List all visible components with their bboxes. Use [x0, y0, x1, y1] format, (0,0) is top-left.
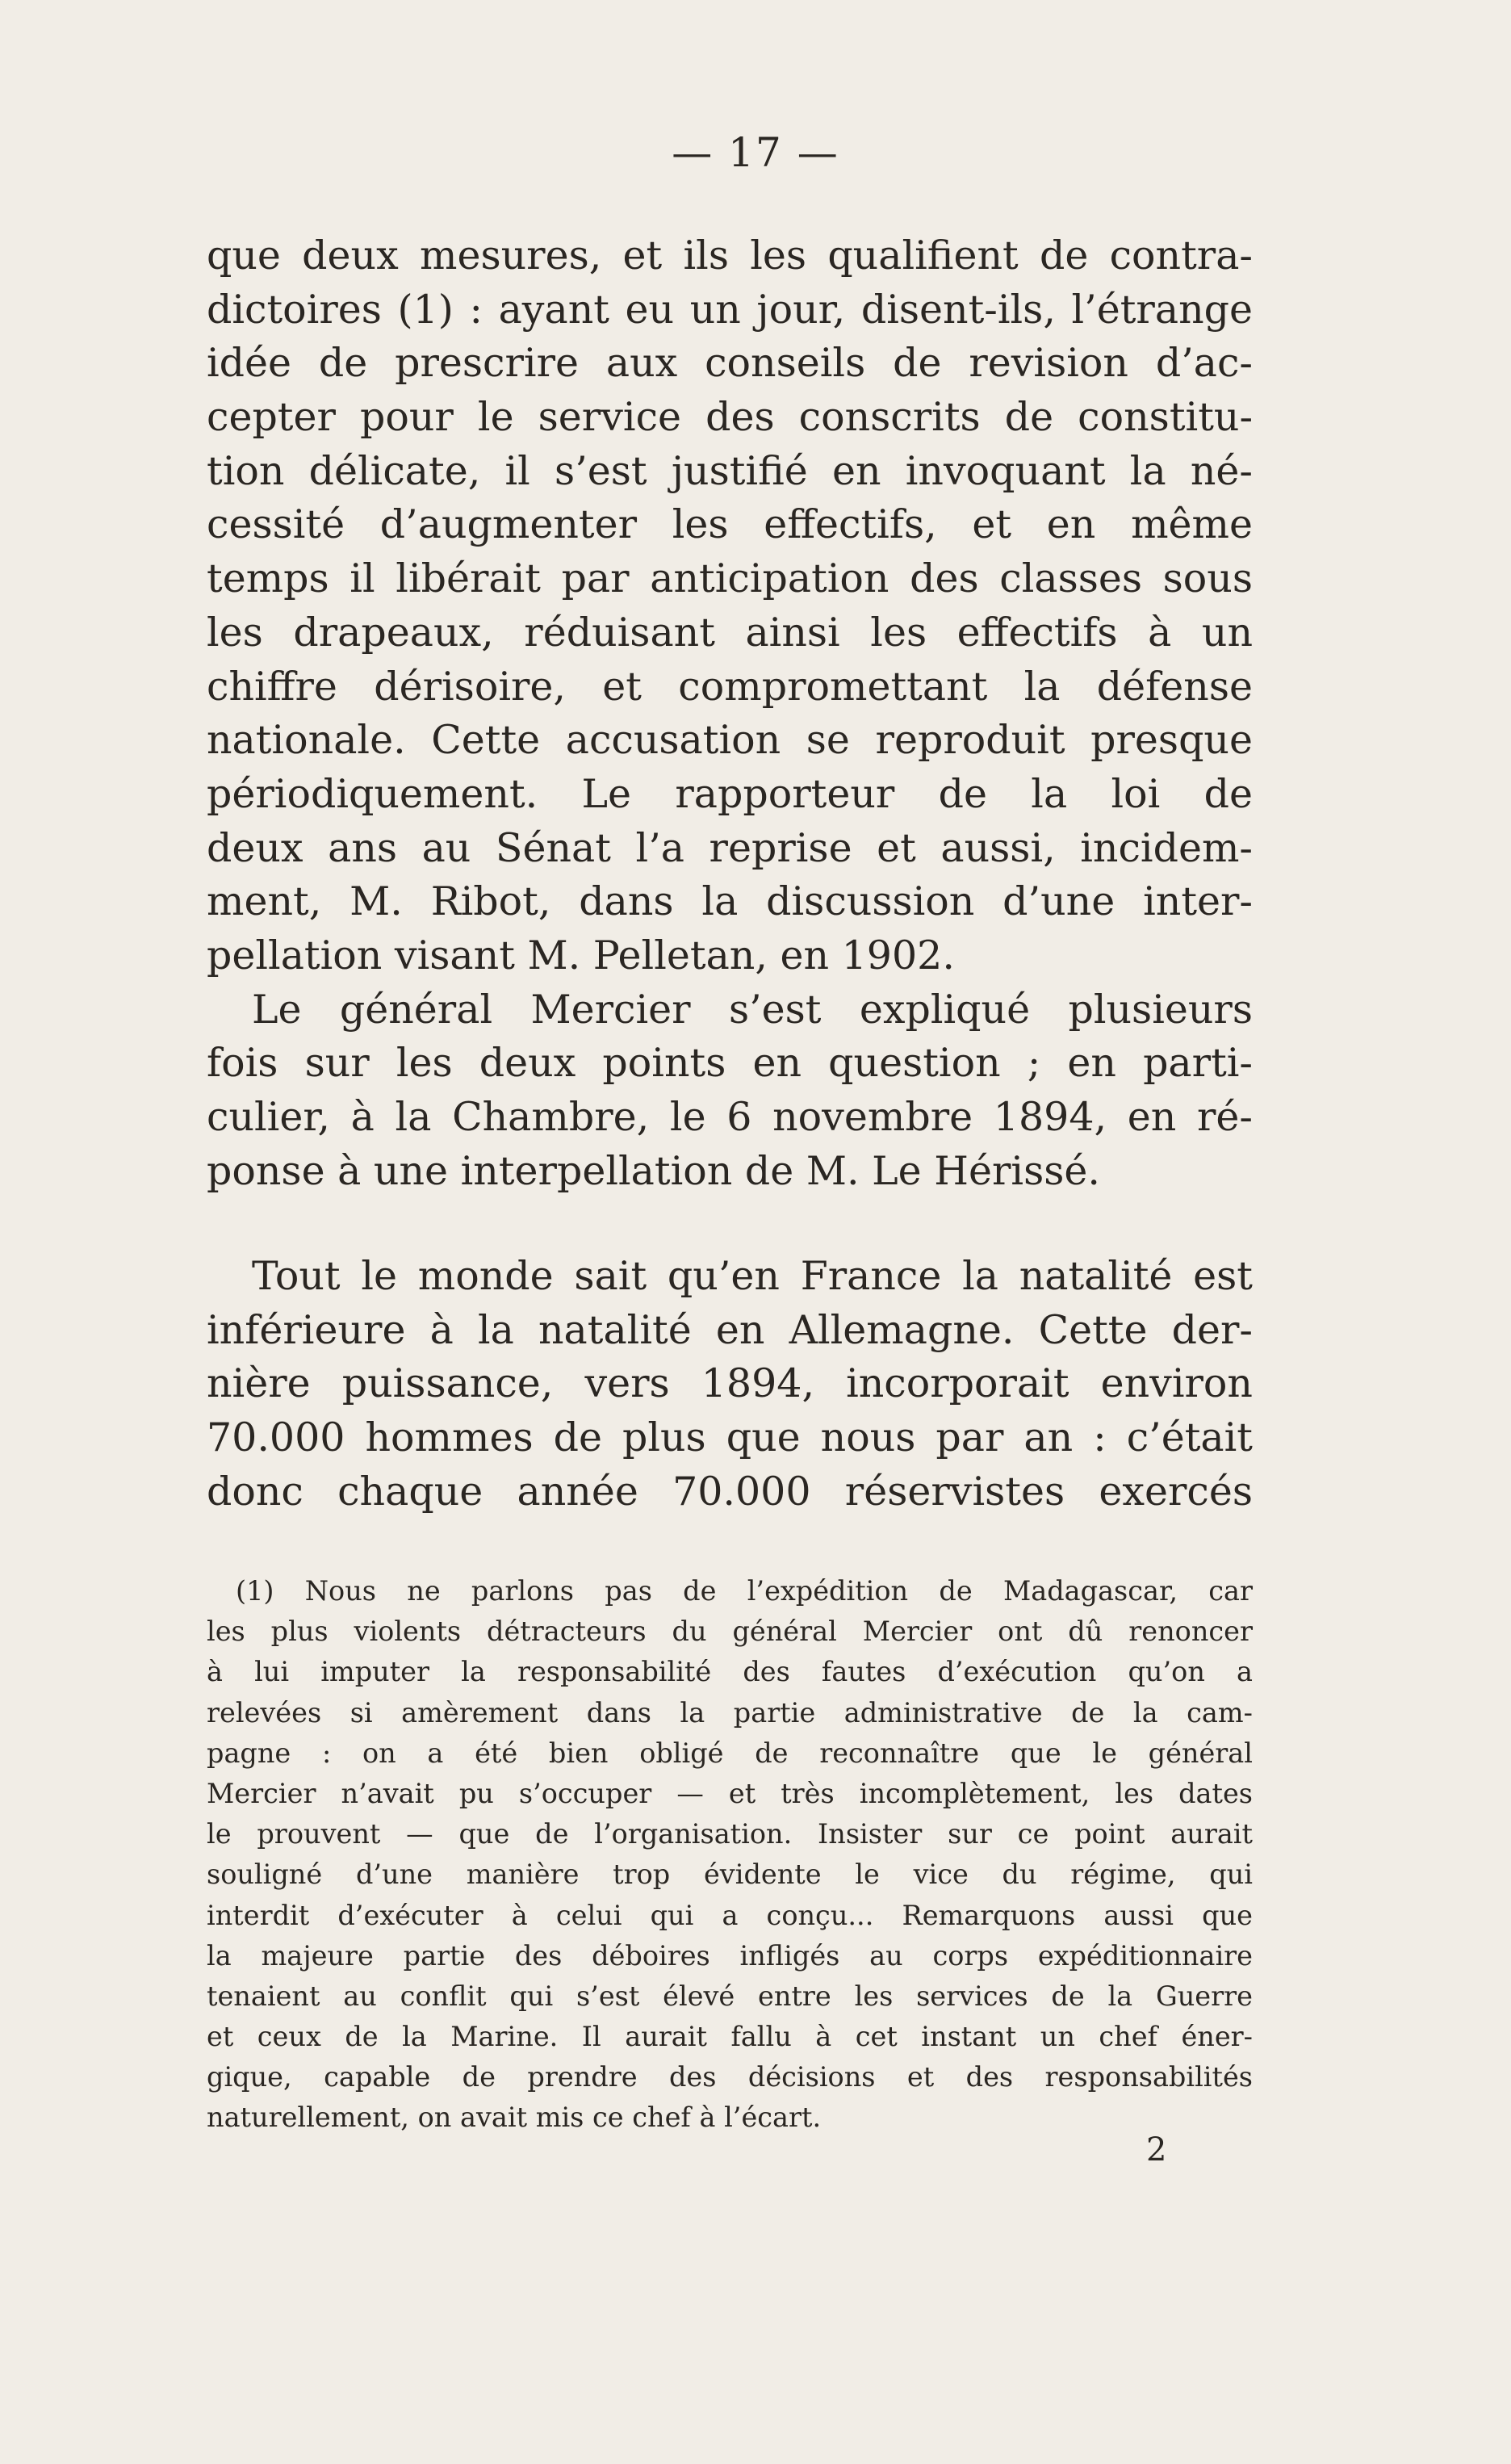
footnote	[207, 1571, 1253, 2139]
footnote-line: tenaient au conflit qui s’est élevé entre les services de la Guerre	[207, 1980, 1253, 2012]
text-line: les drapeaux, réduisant ainsi les effectifs à un	[207, 609, 1253, 656]
text-line: Tout le monde sait qu’en France la natalité est	[252, 1253, 1253, 1299]
text-line: tion délicate, il s’est justifié en invoquant la né-	[207, 447, 1253, 494]
footnote-line: interdit d’exécuter à celui qui a conçu... Remarquons aussi que	[207, 1899, 1253, 1931]
text-line: pellation visant M. Pelletan, en 1902.	[207, 932, 955, 978]
footnote-line: gique, capable de prendre des décisions et des responsabilités	[207, 2061, 1253, 2093]
footnote-line: la majeure partie des déboires infligés au corps expéditionnaire	[207, 1939, 1253, 1972]
text-line: nière puissance, vers 1894, incorporait environ	[207, 1360, 1253, 1407]
text-line: inférieure à la natalité en Allemagne. Cette der-	[207, 1306, 1253, 1353]
text-line: périodiquement. Le rapporteur de la loi de	[207, 770, 1253, 817]
text-line: fois sur les deux points en question ; en parti-	[207, 1040, 1253, 1087]
footnote-line: (1) Nous ne parlons pas de l’expédition de Madagascar, car	[236, 1575, 1253, 1607]
page-number: — 17 —	[672, 129, 839, 176]
footnote-line: et ceux de la Marine. Il aurait fallu à cet instant un chef éner-	[207, 2021, 1253, 2053]
text-line: Le général Mercier s’est expliqué plusieurs	[252, 986, 1253, 1033]
text-line: ponse à une interpellation de M. Le Hérissé.	[207, 1147, 1100, 1194]
signature-mark: 2	[1146, 2131, 1167, 2169]
text-line: donc chaque année 70.000 réservistes exercés	[207, 1468, 1253, 1515]
footnote-line: relevées si amèrement dans la partie administrative de la cam-	[207, 1696, 1253, 1729]
text-line: cessité d’augmenter les effectifs, et en même	[207, 501, 1253, 548]
text-line: deux ans au Sénat l’a reprise et aussi, incidem-	[207, 824, 1253, 871]
footnote-line: les plus violents détracteurs du général Mercier ont dû renoncer	[207, 1615, 1253, 1648]
text-line: temps il libérait par anticipation des classes sous	[207, 555, 1253, 602]
footnote-line: naturellement, on avait mis ce chef à l’écart.	[207, 2102, 822, 2134]
paragraph-2	[207, 1250, 1253, 1519]
text-line: que deux mesures, et ils les qualifient de contra-	[207, 233, 1253, 279]
text-line: nationale. Cette accusation se reproduit presque	[207, 717, 1253, 764]
footnote-line: à lui imputer la responsabilité des fautes d’exécution qu’on a	[207, 1656, 1253, 1688]
text-line: cepter pour le service des conscrits de constitu-	[207, 394, 1253, 441]
footnote-line: souligné d’une manière trop évidente le vice du régime, qui	[207, 1858, 1253, 1891]
text-line: idée de prescrire aux conseils de revision d’ac-	[207, 340, 1253, 387]
text-line: ment, M. Ribot, dans la discussion d’une inter-	[207, 878, 1253, 925]
text-line: culier, à la Chambre, le 6 novembre 1894, en ré-	[207, 1094, 1253, 1140]
text-line: chiffre dérisoire, et compromettant la défense	[207, 663, 1253, 710]
text-line: 70.000 hommes de plus que nous par an : c’était	[207, 1414, 1253, 1461]
footnote-line: Mercier n’avait pu s’occuper — et très incomplètement, les dates	[207, 1777, 1253, 1809]
footnote-line: le prouvent — que de l’organisation. Insister sur ce point aurait	[207, 1818, 1253, 1850]
text-line: dictoires (1) : ayant eu un jour, disent-ils, l’étrange	[207, 286, 1253, 333]
paragraph-1	[207, 229, 1253, 1198]
footnote-line: pagne : on a été bien obligé de reconnaître que le général	[207, 1737, 1253, 1769]
